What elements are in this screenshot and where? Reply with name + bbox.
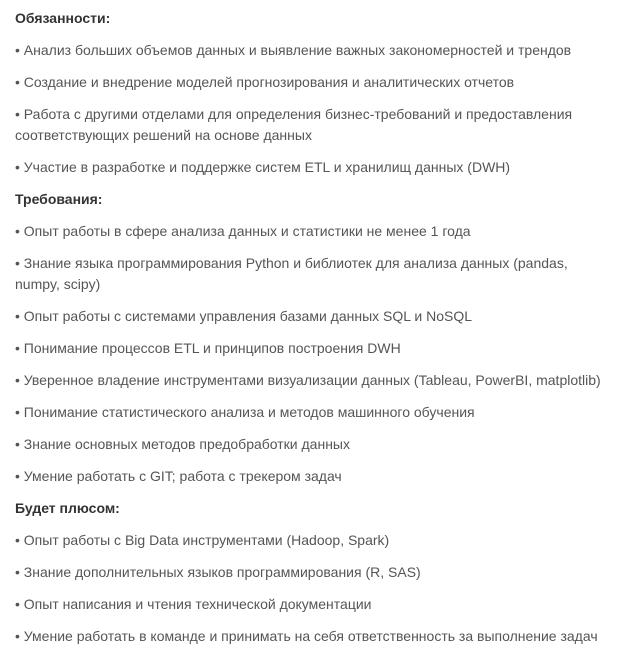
list-item: • Умение работать с GIT; работа с трекером задач — [15, 468, 342, 484]
list-item: • Знание языка программирования Python и библиотек для анализа данных (pandas, numpy, scipy) — [15, 255, 568, 292]
section-nice-to-have — [15, 498, 602, 647]
list-item: • Опыт написания и чтения технической документации — [15, 596, 372, 612]
job-description — [15, 8, 602, 647]
section-heading: Требования: — [15, 191, 103, 207]
list-item: • Опыт работы с системами управления базами данных SQL и NoSQL — [15, 308, 473, 324]
list-item: • Опыт работы в сфере анализа данных и статистики не менее 1 года — [15, 223, 471, 239]
section-responsibilities — [15, 8, 602, 178]
list-item: • Знание дополнительных языков программирования (R, SAS) — [15, 564, 421, 580]
list-item: • Опыт работы с Big Data инструментами (Hadoop, Spark) — [15, 532, 390, 548]
section-requirements — [15, 189, 602, 487]
section-heading: Обязанности: — [15, 10, 111, 26]
list-item: • Создание и внедрение моделей прогнозирования и аналитических отчетов — [15, 74, 515, 90]
list-item: • Работа с другими отделами для определения бизнес-требований и предоставления соответствующих решений на основе данных — [15, 106, 573, 143]
list-item: • Умение работать в команде и принимать на себя ответственность за выполнение задач — [15, 628, 598, 644]
section-heading: Будет плюсом: — [15, 500, 120, 516]
list-item: • Знание основных методов предобработки данных — [15, 436, 350, 452]
list-item: • Анализ больших объемов данных и выявление важных закономерностей и трендов — [15, 42, 572, 58]
list-item: • Понимание процессов ETL и принципов построения DWH — [15, 340, 401, 356]
list-item: • Понимание статистического анализа и методов машинного обучения — [15, 404, 475, 420]
list-item: • Участие в разработке и поддержке систем ETL и хранилищ данных (DWH) — [15, 159, 511, 175]
list-item: • Уверенное владение инструментами визуализации данных (Tableau, PowerBI, matplotlib) — [15, 372, 601, 388]
